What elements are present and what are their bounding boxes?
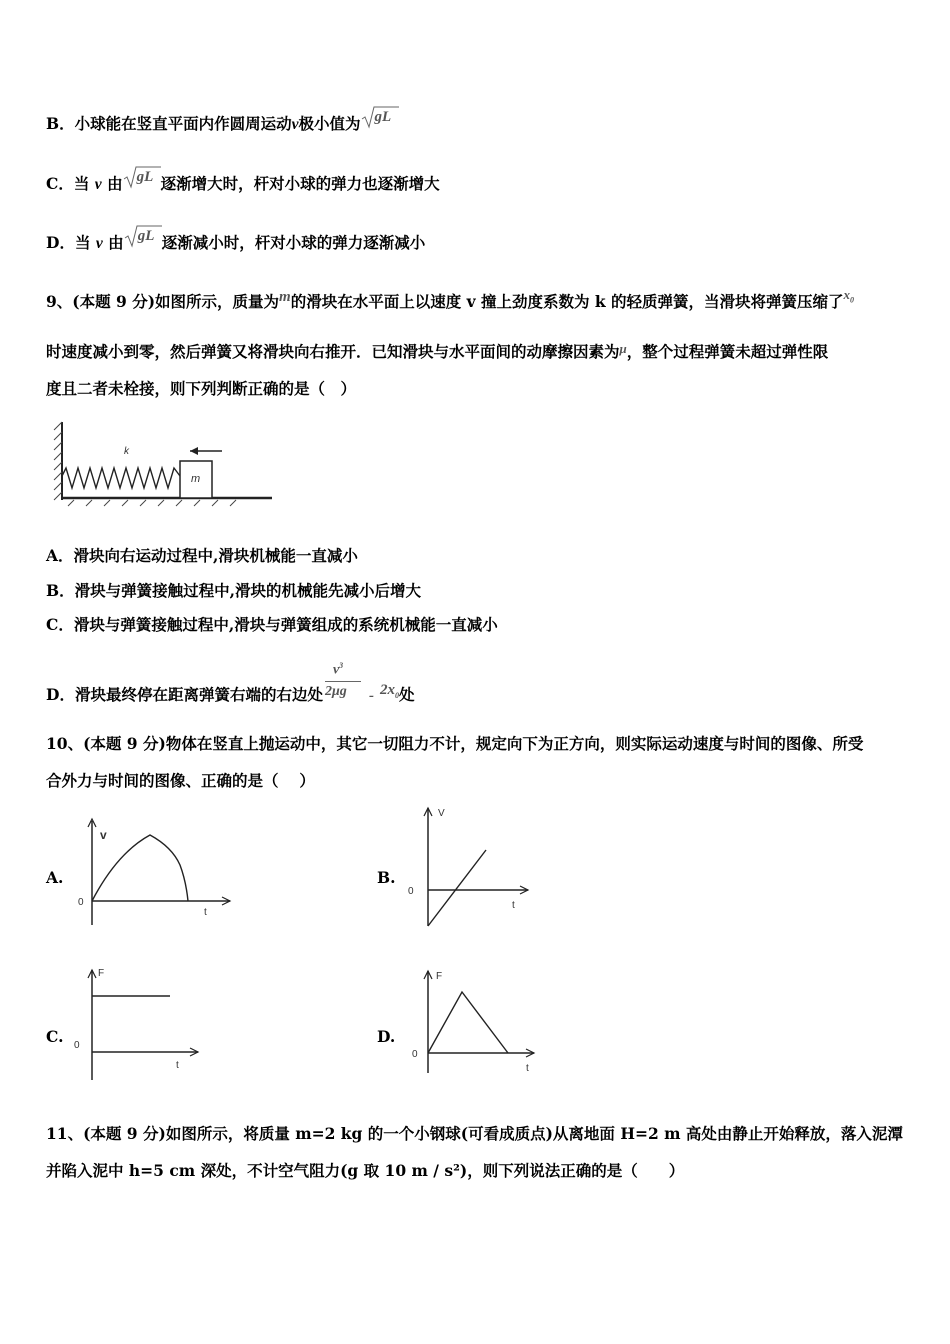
arrow-left-icon xyxy=(190,447,198,455)
svg-text:t: t xyxy=(204,907,207,918)
graph-a-v-t xyxy=(72,815,237,930)
q10-stem-line1: 10、(本题 9 分)物体在竖直上抛运动中，其它一切阻力不计，规定向下为正方向，则实际运动速度与时间的图像、所受 xyxy=(46,734,864,753)
svg-text:v: v xyxy=(100,828,107,842)
svg-text:0: 0 xyxy=(74,1040,80,1051)
svg-text:F: F xyxy=(436,971,443,982)
q10-option-b-label: B. xyxy=(377,868,396,887)
q9-stem-line1: 9、(本题 9 分)如图所示，质量为m的滑块在水平面上以速度 v 撞上劲度系数为 k 的轻质弹簧，当滑块将弹簧压缩了$^{x_0}$ xyxy=(46,287,855,311)
svg-text:t: t xyxy=(176,1060,179,1071)
q10-option-c-label: C. xyxy=(46,1027,64,1046)
graph-b-v-t xyxy=(400,800,535,930)
spring xyxy=(62,468,180,488)
q8-option-d: D．当 v 由 gL 逐渐减小时，杆对小球的弹力逐渐减小 xyxy=(46,232,425,256)
spring-block-figure xyxy=(50,418,275,510)
svg-text:V: V xyxy=(438,808,445,819)
graph-d-F-t xyxy=(400,965,540,1077)
q9-stem-line2: 时速度减小到零，然后弹簧又将滑块向右推开．已知滑块与水平面间的动摩擦因素为$^\mu$，整个过程弹簧未超过弹性限 xyxy=(46,341,829,361)
q10-option-d-label: D. xyxy=(377,1027,396,1046)
q8-option-c: C．当 v 由 gL 逐渐增大时，杆对小球的弹力也逐渐增大 xyxy=(46,173,440,197)
svg-text:0: 0 xyxy=(78,897,84,908)
q11-stem-line2: 并陷入泥中 h=5 cm 深处，不计空气阻力(g 取 10 m / s²)，则下列说法正确的是（ ） xyxy=(46,1161,685,1180)
spring-label: k xyxy=(124,446,129,457)
q9-option-c: C．滑块与弹簧接触过程中,滑块与弹簧组成的系统机械能一直减小 xyxy=(46,615,498,634)
q10-stem-line2: 合外力与时间的图像、正确的是（ ） xyxy=(46,771,315,790)
svg-text:0: 0 xyxy=(412,1049,418,1060)
q9-option-a: A．滑块向右运动过程中,滑块机械能一直减小 xyxy=(46,546,358,565)
q9-option-b: B．滑块与弹簧接触过程中,滑块的机械能先减小后增大 xyxy=(46,581,421,600)
block-label: m xyxy=(191,473,201,485)
q9-stem-line3: 度且二者未栓接，则下列判断正确的是（ ） xyxy=(46,379,357,398)
svg-text:t: t xyxy=(526,1063,529,1074)
q10-option-a-label: A. xyxy=(46,868,64,887)
sqrt-gL: gL xyxy=(124,224,162,248)
sqrt-gL: gL xyxy=(123,165,161,189)
q9-option-d: D．滑块最终停在距离弹簧右端的右边处 $\frac{v^3}{2\mu g}$ - $2x_0$处 xyxy=(46,674,414,718)
q8-option-b: B．小球能在竖直平面内作圆周运动v极小值为 gL xyxy=(46,113,399,137)
triangle-F xyxy=(428,992,508,1053)
svg-text:F: F xyxy=(98,968,105,979)
svg-text:t: t xyxy=(512,900,515,911)
x0-symbol: x0 xyxy=(843,287,855,305)
sqrt-gL: gL xyxy=(361,105,399,129)
fraction-v3-over-2mug: $\frac{v^3}{2\mu g}$ xyxy=(323,672,363,716)
q11-stem-line1: 11、(本题 9 分)如图所示，将质量 m=2 kg 的一个小钢球(可看成质点)从离地面 H=2 m 高处由静止开始释放，落入泥潭 xyxy=(46,1124,903,1143)
curve-v xyxy=(92,835,188,901)
line-v xyxy=(428,850,486,926)
graph-c-F-t xyxy=(70,962,205,1084)
svg-text:0: 0 xyxy=(408,886,414,897)
2x0-symbol: $2x_0$ xyxy=(379,682,399,700)
